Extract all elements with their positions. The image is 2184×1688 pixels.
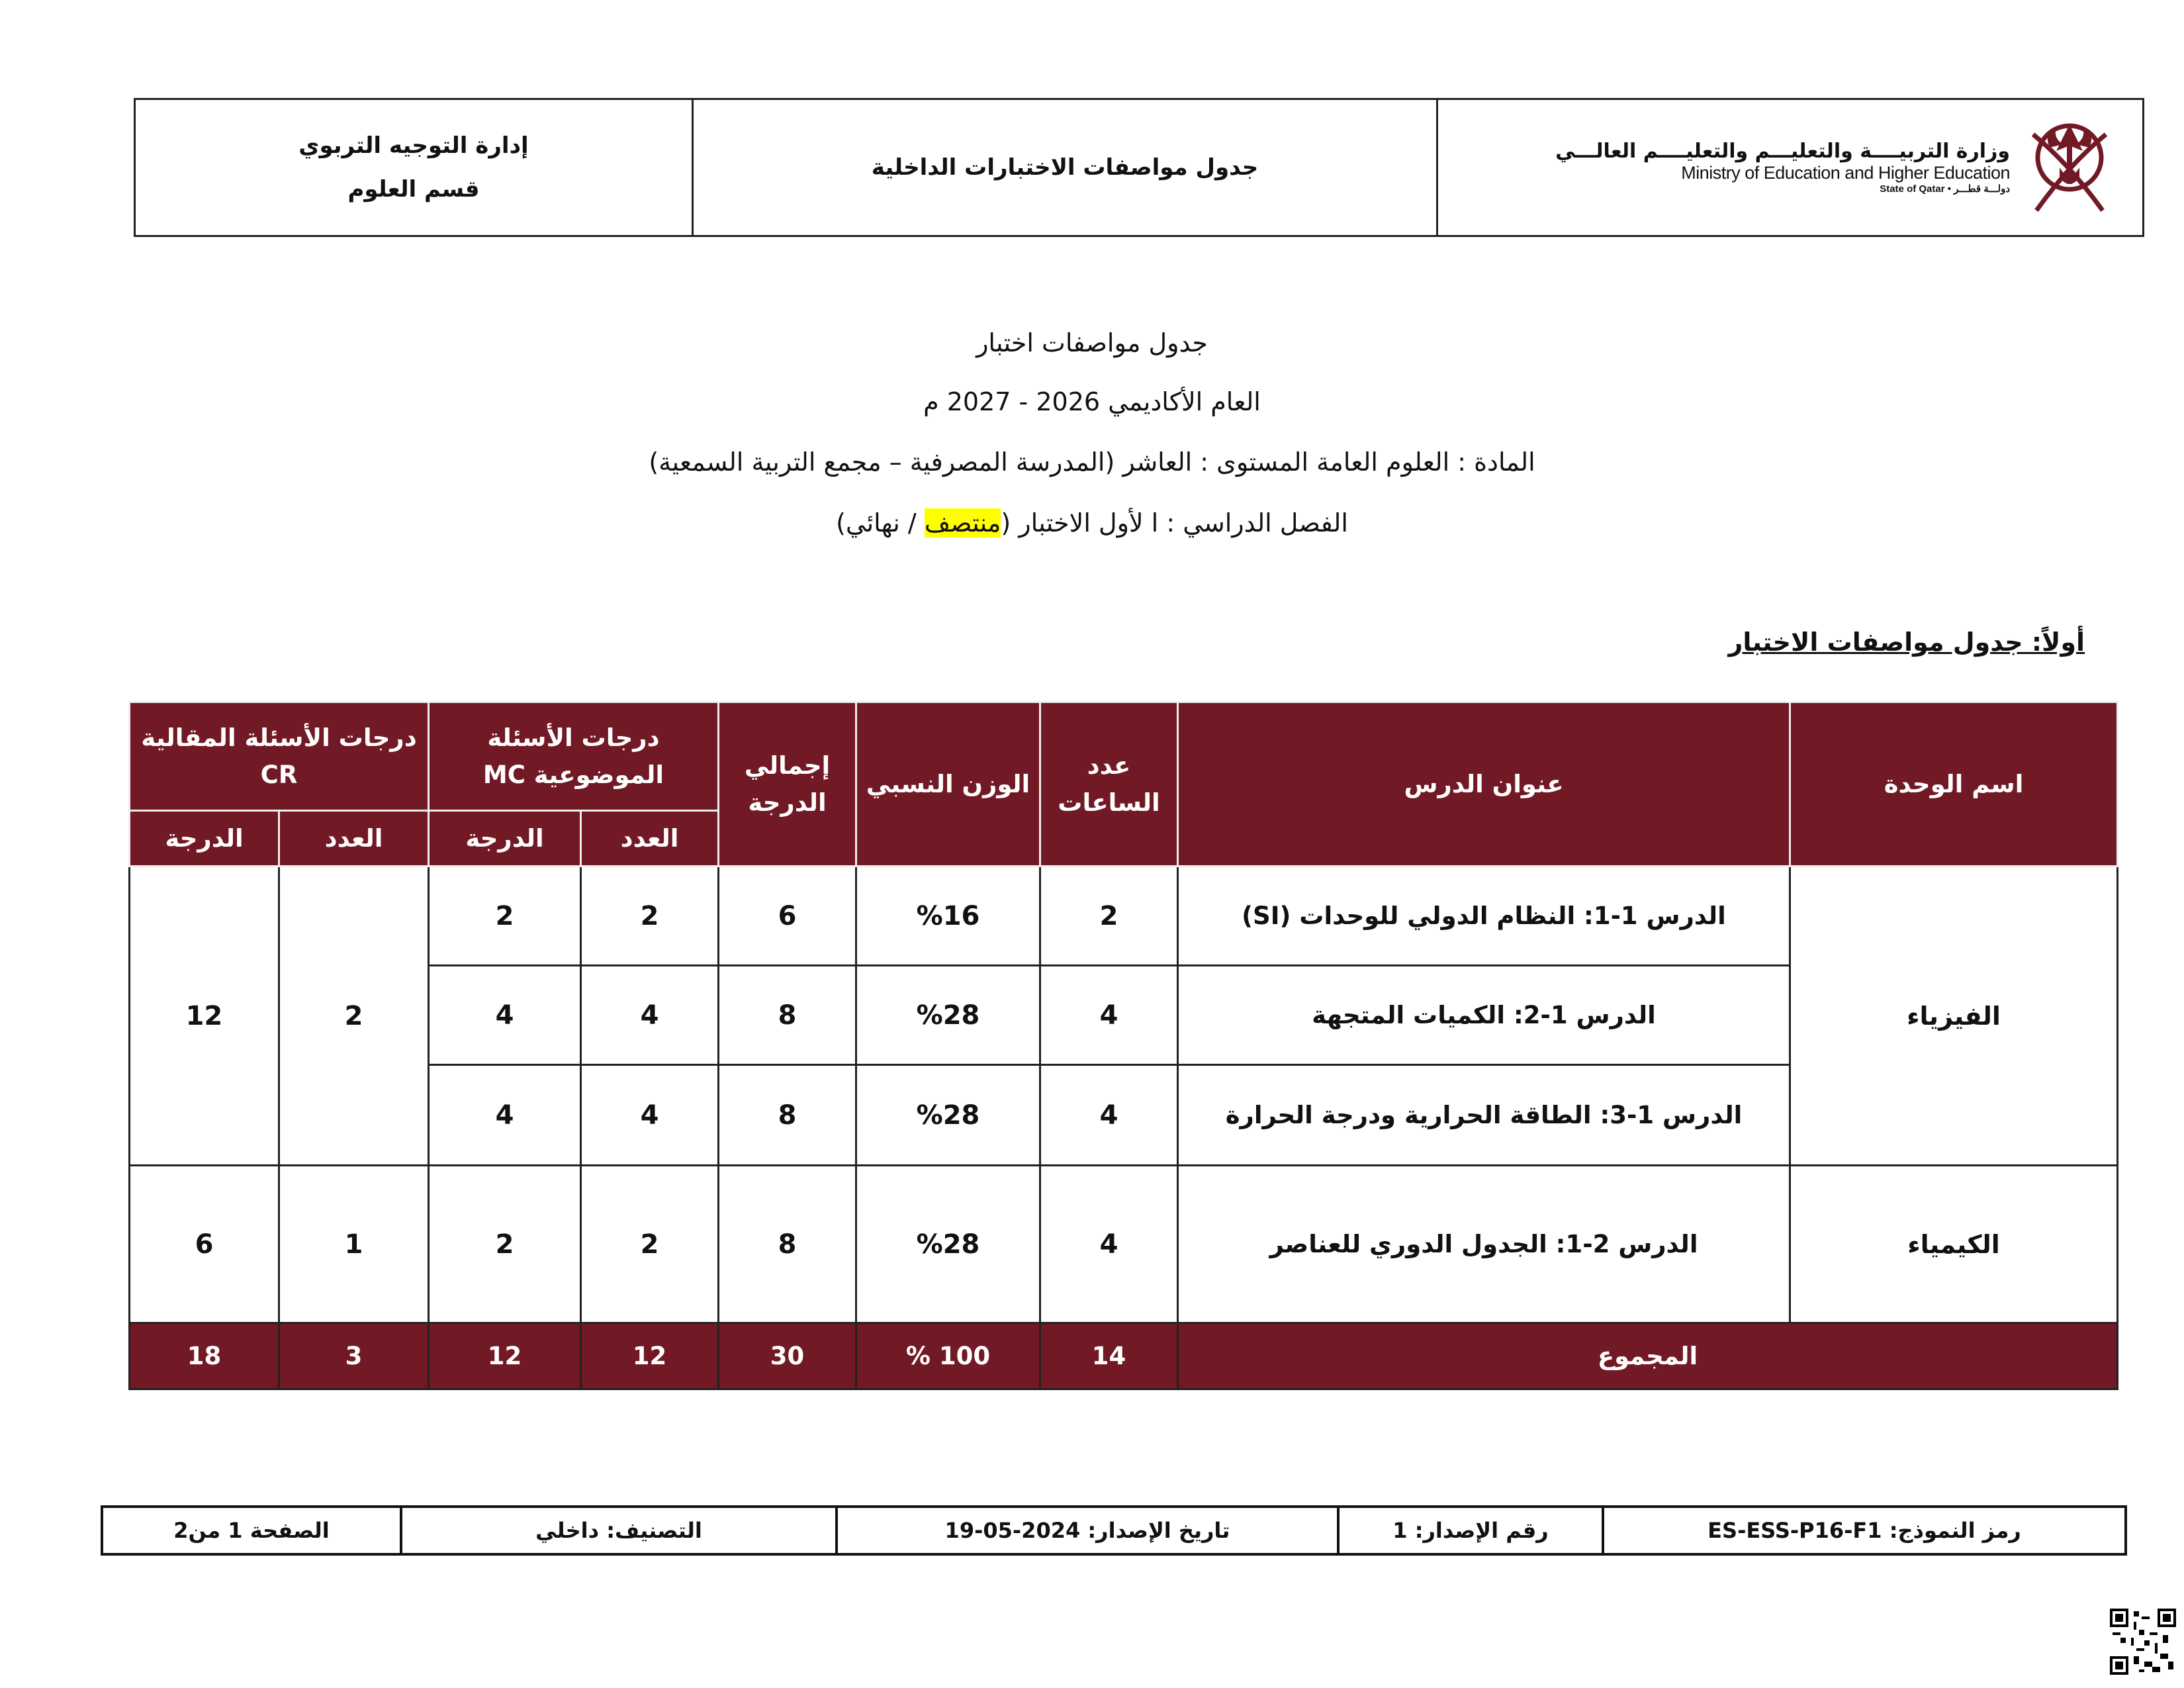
lesson-hours: 4 <box>1040 966 1178 1065</box>
lesson-hours: 4 <box>1040 1166 1178 1323</box>
header-mc <box>429 702 719 811</box>
document-footer <box>101 1505 2127 1556</box>
header-total <box>719 702 856 867</box>
lesson-mc-grade: 4 <box>429 966 581 1065</box>
version-number: رقم الإصدار: 1 <box>1338 1507 1603 1554</box>
lesson-title: الدرس 1-1: النظام الدولي للوحدات (SI) <box>1178 867 1790 966</box>
totals-mc-grade: 12 <box>429 1323 581 1389</box>
ministry-name-en: Ministry of Education and Higher Education <box>1681 163 2010 183</box>
page-number: الصفحة 1 من2 <box>102 1507 401 1554</box>
lesson-mc-count: 2 <box>581 867 719 966</box>
header-hours-line1: عدد <box>1087 751 1131 780</box>
lesson-mc-grade: 4 <box>429 1065 581 1166</box>
department-name: إدارة التوجيه التربوي <box>298 132 529 159</box>
lesson-title: الدرس 1-3: الطاقة الحرارية ودرجة الحرارة <box>1178 1065 1790 1166</box>
header-lesson: عنوان الدرس <box>1178 702 1790 867</box>
document-title-cell <box>694 100 1438 235</box>
lesson-total: 8 <box>719 1065 856 1166</box>
unit-name: الكيمياء <box>1790 1166 2118 1323</box>
unit-cr-grade: 12 <box>130 867 279 1166</box>
header-mc-line2: الموضوعية MC <box>482 760 664 789</box>
semester-exam-suffix: / نهائي) <box>836 508 925 538</box>
spec-table <box>128 701 2118 1390</box>
state-label: State of Qatar • دولـــة قطـــر <box>1880 183 2010 195</box>
lesson-mc-grade: 2 <box>429 867 581 966</box>
exam-type-highlight: منتصف <box>924 508 1001 538</box>
header-hours-line2: الساعات <box>1058 788 1160 817</box>
semester-exam-line <box>0 508 2184 538</box>
lesson-total: 8 <box>719 966 856 1065</box>
lesson-total: 8 <box>719 1166 856 1323</box>
lesson-hours: 4 <box>1040 1065 1178 1166</box>
header-total-line2: الدرجة <box>748 788 827 817</box>
academic-year: العام الأكاديمي 2026 - 2027 م <box>923 387 1261 416</box>
header-mc-grade: الدرجة <box>429 811 581 867</box>
subject-level-line: المادة : العلوم العامة المستوى : العاشر (المدرسة المصرفية – مجمع التربية السمعية) <box>649 447 1535 477</box>
lesson-weight: %28 <box>856 966 1040 1065</box>
qatar-emblem-icon <box>2023 111 2116 224</box>
totals-cr-count: 3 <box>279 1323 429 1389</box>
lesson-title: الدرس 2-1: الجدول الدوري للعناصر <box>1178 1166 1790 1323</box>
totals-cr-grade: 18 <box>130 1323 279 1389</box>
lesson-mc-grade: 2 <box>429 1166 581 1323</box>
header-hours <box>1040 702 1178 867</box>
totals-grade: 30 <box>719 1323 856 1389</box>
unit-cr-grade: 6 <box>130 1166 279 1323</box>
header-total-line1: إجمالي <box>744 751 831 780</box>
totals-weight: 100 % <box>856 1323 1040 1389</box>
header-cr-count: العدد <box>279 811 429 867</box>
lesson-weight: %28 <box>856 1166 1040 1323</box>
form-code: رمز النموذج: ES-ESS-P16-F1 <box>1603 1507 2126 1554</box>
table-row <box>130 1166 2118 1323</box>
unit-cr-count: 1 <box>279 1166 429 1323</box>
lesson-mc-count: 4 <box>581 1065 719 1166</box>
classification: التصنيف: داخلي <box>401 1507 837 1554</box>
issue-date: تاريخ الإصدار: 2024-05-19 <box>837 1507 1338 1554</box>
lesson-weight: %16 <box>856 867 1040 966</box>
ministry-logo-text <box>1555 140 2010 195</box>
unit-name: الفيزياء <box>1790 867 2118 1166</box>
section-heading: أولاً: جدول مواصفات الاختبار <box>1728 628 2085 657</box>
spec-title: جدول مواصفات اختبار <box>976 328 1208 357</box>
header-mc-count: العدد <box>581 811 719 867</box>
department-cell <box>136 100 694 235</box>
header-cr-grade: الدرجة <box>130 811 279 867</box>
header-cr <box>130 702 429 811</box>
totals-mc-count: 12 <box>581 1323 719 1389</box>
header-unit: اسم الوحدة <box>1790 702 2118 867</box>
qr-code-icon <box>2110 1609 2176 1675</box>
lesson-title: الدرس 1-2: الكميات المتجهة <box>1178 966 1790 1065</box>
header-mc-line1: درجات الأسئلة <box>487 724 660 752</box>
ministry-name-ar: وزارة التربيــــة والتعليـــم والتعليــــم العالـــي <box>1555 139 2010 163</box>
section-name: قسم العلوم <box>347 176 480 203</box>
unit-cr-count: 2 <box>279 867 429 1166</box>
lesson-mc-count: 4 <box>581 966 719 1065</box>
semester-exam-prefix: الفصل الدراسي : ا لأول الاختبار ( <box>1001 508 1348 538</box>
table-row <box>130 867 2118 966</box>
document-title: جدول مواصفات الاختبارات الداخلية <box>871 154 1259 181</box>
header-cr-line1: درجات الأسئلة المقالية <box>141 724 417 752</box>
ministry-logo-cell <box>1438 100 2142 235</box>
lesson-weight: %28 <box>856 1065 1040 1166</box>
totals-hours: 14 <box>1040 1323 1178 1389</box>
totals-label: المجموع <box>1178 1323 2118 1389</box>
document-header <box>134 98 2144 237</box>
lesson-hours: 2 <box>1040 867 1178 966</box>
header-weight: الوزن النسبي <box>856 702 1040 867</box>
lesson-total: 6 <box>719 867 856 966</box>
lesson-mc-count: 2 <box>581 1166 719 1323</box>
header-cr-line2: CR <box>260 760 298 789</box>
totals-row <box>130 1323 2118 1389</box>
